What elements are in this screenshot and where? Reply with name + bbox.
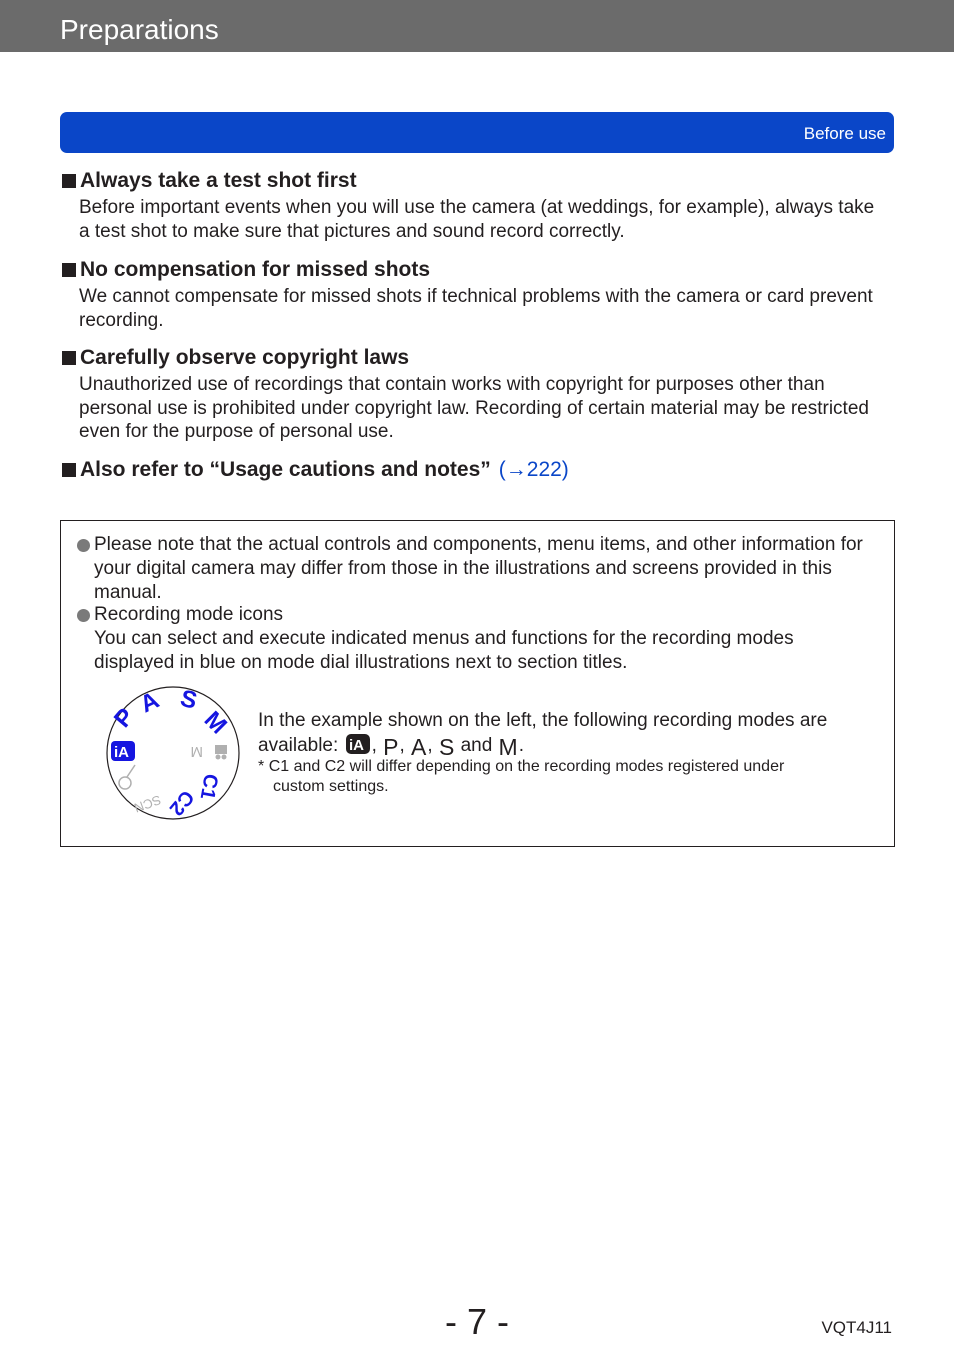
- footnote: * C1 and C2 will differ depending on the recording modes registered under custom settings.: [258, 758, 785, 795]
- page-number: - 7 -: [444, 1301, 509, 1342]
- svg-text:iA: iA: [114, 744, 129, 761]
- item-copyright: [60, 345, 890, 444]
- item-body: Unauthorized use of recordings that contain works with copyright for purposes other than personal use is prohibited under copyright law. Recording of certain material may be restricted even for the purpose of personal use.: [79, 374, 869, 442]
- s-mode-icon: S: [177, 685, 200, 715]
- p-mode-icon: P: [108, 703, 140, 733]
- ia-mode-icon: [345, 733, 371, 755]
- svg-text:iA: iA: [348, 737, 364, 754]
- item-heading: Always take a test shot first: [60, 168, 890, 194]
- document-code: VQT4J11: [821, 1318, 892, 1337]
- section-bar: [60, 112, 894, 153]
- item-test-shot: [60, 168, 890, 243]
- a-mode-icon: A: [411, 734, 427, 760]
- c1-mode-icon: C1: [195, 772, 222, 802]
- item-heading: Carefully observe copyright laws: [60, 345, 890, 371]
- c2-mode-icon: C2: [164, 785, 199, 820]
- header-bar: [0, 0, 954, 52]
- item-usage-cautions: [60, 457, 890, 483]
- note-box: [60, 520, 895, 847]
- square-bullet-icon: [62, 263, 76, 277]
- item-body: We cannot compensate for missed shots if technical problems with the camera or card prevent recording.: [79, 286, 873, 331]
- item-heading: Also refer to “Usage cautions and notes” (→222): [60, 457, 890, 483]
- mode-dial-icon: [105, 685, 241, 821]
- s-mode-icon: S: [438, 734, 455, 760]
- item-heading: No compensation for missed shots: [60, 257, 890, 283]
- note-bullet: Recording mode icons You can select and execute indicated menus and functions for the recording modes displayed in blue on mode dial illustrations next to section titles.: [77, 603, 877, 675]
- page-title: Preparations: [60, 14, 219, 45]
- item-body: Before important events when you will use the camera (at weddings, for example), always take a test shot to make sure that pictures and sound record correctly.: [79, 197, 875, 242]
- scn-mode-icon: SCN: [132, 792, 164, 816]
- note-bullet: Please note that the actual controls and components, menu items, and other information for your digital camera may differ from those in the illustrations and screens provided in this manual.: [77, 533, 877, 605]
- c1-mode-icon: C1: [268, 758, 290, 775]
- square-bullet-icon: [62, 174, 76, 188]
- c2-mode-icon: C2: [324, 758, 346, 775]
- svg-text:M: M: [190, 743, 203, 760]
- m-mode-icon: M: [198, 706, 232, 740]
- section-label: Before use: [803, 124, 886, 143]
- a-mode-icon: A: [136, 686, 164, 719]
- p-mode-icon: P: [383, 734, 399, 760]
- example-text: In the example shown on the left, the following recording modes are available: iA , P, A, S and M.: [258, 710, 828, 760]
- item-missed-shots: [60, 257, 890, 332]
- bullet-dot-icon: [77, 609, 90, 622]
- square-bullet-icon: [62, 351, 76, 365]
- page-reference-link[interactable]: (→222): [498, 458, 569, 481]
- m-mode-icon: M: [498, 734, 518, 760]
- bullet-dot-icon: [77, 539, 90, 552]
- square-bullet-icon: [62, 463, 76, 477]
